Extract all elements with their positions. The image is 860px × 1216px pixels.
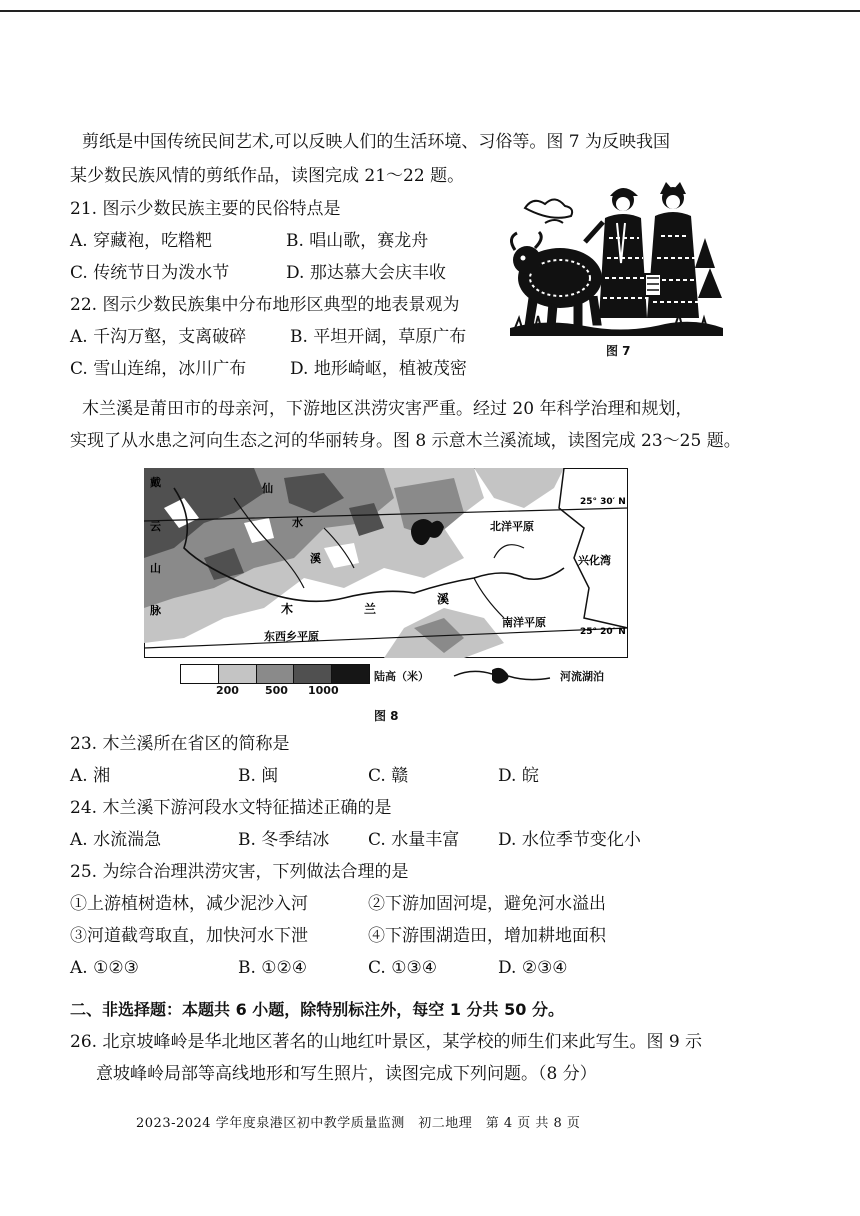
q25-statement-4: ④下游围湖造田，增加耕地面积 bbox=[368, 926, 606, 946]
q23-option-c: C. 赣 bbox=[368, 766, 409, 786]
q21-option-a: A. 穿藏袍，吃糌粑 bbox=[70, 231, 213, 251]
map-label-range-3: 山 bbox=[150, 562, 161, 575]
question-21-stem: 21. 图示少数民族主要的民俗特点是 bbox=[70, 199, 341, 219]
q23-option-d: D. 皖 bbox=[498, 766, 539, 786]
q21-option-d: D. 那达慕大会庆丰收 bbox=[286, 263, 446, 283]
map-label-range-1: 戴 bbox=[150, 476, 161, 489]
question-24-stem: 24. 木兰溪下游河段水文特征描述正确的是 bbox=[70, 798, 392, 818]
legend-swatch-lowest bbox=[181, 665, 219, 683]
q25-statement-3: ③河道截弯取直，加快河水下泄 bbox=[70, 926, 308, 946]
question-23-stem: 23. 木兰溪所在省区的简称是 bbox=[70, 734, 290, 754]
q24-option-d: D. 水位季节变化小 bbox=[498, 830, 641, 850]
map-label-range-2: 云 bbox=[150, 520, 161, 533]
q24-option-a: A. 水流湍急 bbox=[70, 830, 162, 850]
river-lake-legend-icon bbox=[452, 664, 552, 686]
legend-tick-500: 500 bbox=[265, 684, 288, 697]
legend-river-label: 河流湖泊 bbox=[560, 670, 604, 683]
q22-option-a: A. 千沟万壑，支离破碎 bbox=[70, 327, 247, 347]
map-label-xinghua-bay: 兴化湾 bbox=[578, 554, 611, 567]
legend-tick-1000: 1000 bbox=[308, 684, 339, 697]
intro2-paragraph-line2: 实现了从水患之河向生态之河的华丽转身。图 8 示意木兰溪流域，读图完成 23～25 题。 bbox=[70, 431, 741, 451]
q24-option-b: B. 冬季结冰 bbox=[238, 830, 330, 850]
map-label-nanyang-plain: 南洋平原 bbox=[502, 616, 546, 629]
figure-7-caption: 图 7 bbox=[606, 344, 631, 358]
legend-elevation-label: 陆高（米） bbox=[374, 670, 429, 683]
q25-option-b: B. ①②④ bbox=[238, 958, 308, 978]
legend-swatch-highest bbox=[332, 665, 369, 683]
figure-8-caption: 图 8 bbox=[374, 709, 399, 723]
q25-option-c: C. ①③④ bbox=[368, 958, 437, 978]
map-label-xian: 仙 bbox=[262, 482, 273, 495]
question-26-line2: 意坡峰岭局部等高线地形和写生照片，读图完成下列问题。（8 分） bbox=[96, 1064, 597, 1084]
map-label-mu: 木 bbox=[281, 602, 294, 616]
section-2-heading: 二、非选择题：本题共 6 小题，除特别标注外，每空 1 分共 50 分。 bbox=[70, 1000, 564, 1019]
intro-paragraph-line1: 剪纸是中国传统民间艺术,可以反映人们的生活环境、习俗等。图 7 为反映我国 bbox=[82, 132, 671, 152]
q22-option-d: D. 地形崎岖，植被茂密 bbox=[290, 359, 467, 379]
map-label-xi1: 溪 bbox=[310, 552, 321, 565]
papercut-illustration bbox=[505, 178, 727, 338]
q25-statement-2: ②下游加固河堤，避免河水溢出 bbox=[368, 894, 606, 914]
map-label-lat-2520: 25° 20′ N bbox=[580, 627, 626, 637]
map-label-xi2: 溪 bbox=[437, 592, 450, 606]
map-label-dongxixiang-plain: 东西乡平原 bbox=[264, 630, 319, 643]
page-footer: 2023-2024 学年度泉港区初中教学质量监测 初二地理 第 4 页 共 8 页 bbox=[136, 1116, 581, 1131]
top-border-line bbox=[0, 10, 860, 12]
map-label-beiyang-plain: 北洋平原 bbox=[490, 520, 534, 533]
legend-swatch-1000 bbox=[294, 665, 332, 683]
intro-paragraph-line2: 某少数民族风情的剪纸作品，读图完成 21～22 题。 bbox=[70, 166, 465, 186]
map-label-lan: 兰 bbox=[364, 602, 377, 616]
q22-option-b: B. 平坦开阔，草原广布 bbox=[290, 327, 467, 347]
legend-swatch-500-1000 bbox=[257, 665, 295, 683]
q23-option-b: B. 闽 bbox=[238, 766, 279, 786]
question-26-line1: 26. 北京坡峰岭是华北地区著名的山地红叶景区，某学校的师生们来此写生。图 9 示 bbox=[70, 1032, 703, 1052]
map-label-shui: 水 bbox=[292, 516, 303, 529]
map-label-lat-2530: 25° 30′ N bbox=[580, 497, 626, 507]
q25-option-a: A. ①②③ bbox=[70, 958, 139, 978]
q24-option-c: C. 水量丰富 bbox=[368, 830, 460, 850]
q25-statement-1: ①上游植树造林，减少泥沙入河 bbox=[70, 894, 308, 914]
q21-option-c: C. 传统节日为泼水节 bbox=[70, 263, 230, 283]
legend-swatch-200-500 bbox=[219, 665, 257, 683]
q23-option-a: A. 湘 bbox=[70, 766, 111, 786]
mulanxi-basin-map bbox=[144, 468, 628, 658]
map-label-range-4: 脉 bbox=[150, 604, 161, 617]
intro2-paragraph-line1: 木兰溪是莆田市的母亲河，下游地区洪涝灾害严重。经过 20 年科学治理和规划， bbox=[82, 399, 693, 419]
question-22-stem: 22. 图示少数民族集中分布地形区典型的地表景观为 bbox=[70, 295, 460, 315]
elevation-legend-bar bbox=[180, 664, 370, 684]
legend-tick-200: 200 bbox=[216, 684, 239, 697]
q22-option-c: C. 雪山连绵，冰川广布 bbox=[70, 359, 247, 379]
question-25-stem: 25. 为综合治理洪涝灾害，下列做法合理的是 bbox=[70, 862, 409, 882]
q21-option-b: B. 唱山歌，赛龙舟 bbox=[286, 231, 429, 251]
q25-option-d: D. ②③④ bbox=[498, 958, 568, 978]
